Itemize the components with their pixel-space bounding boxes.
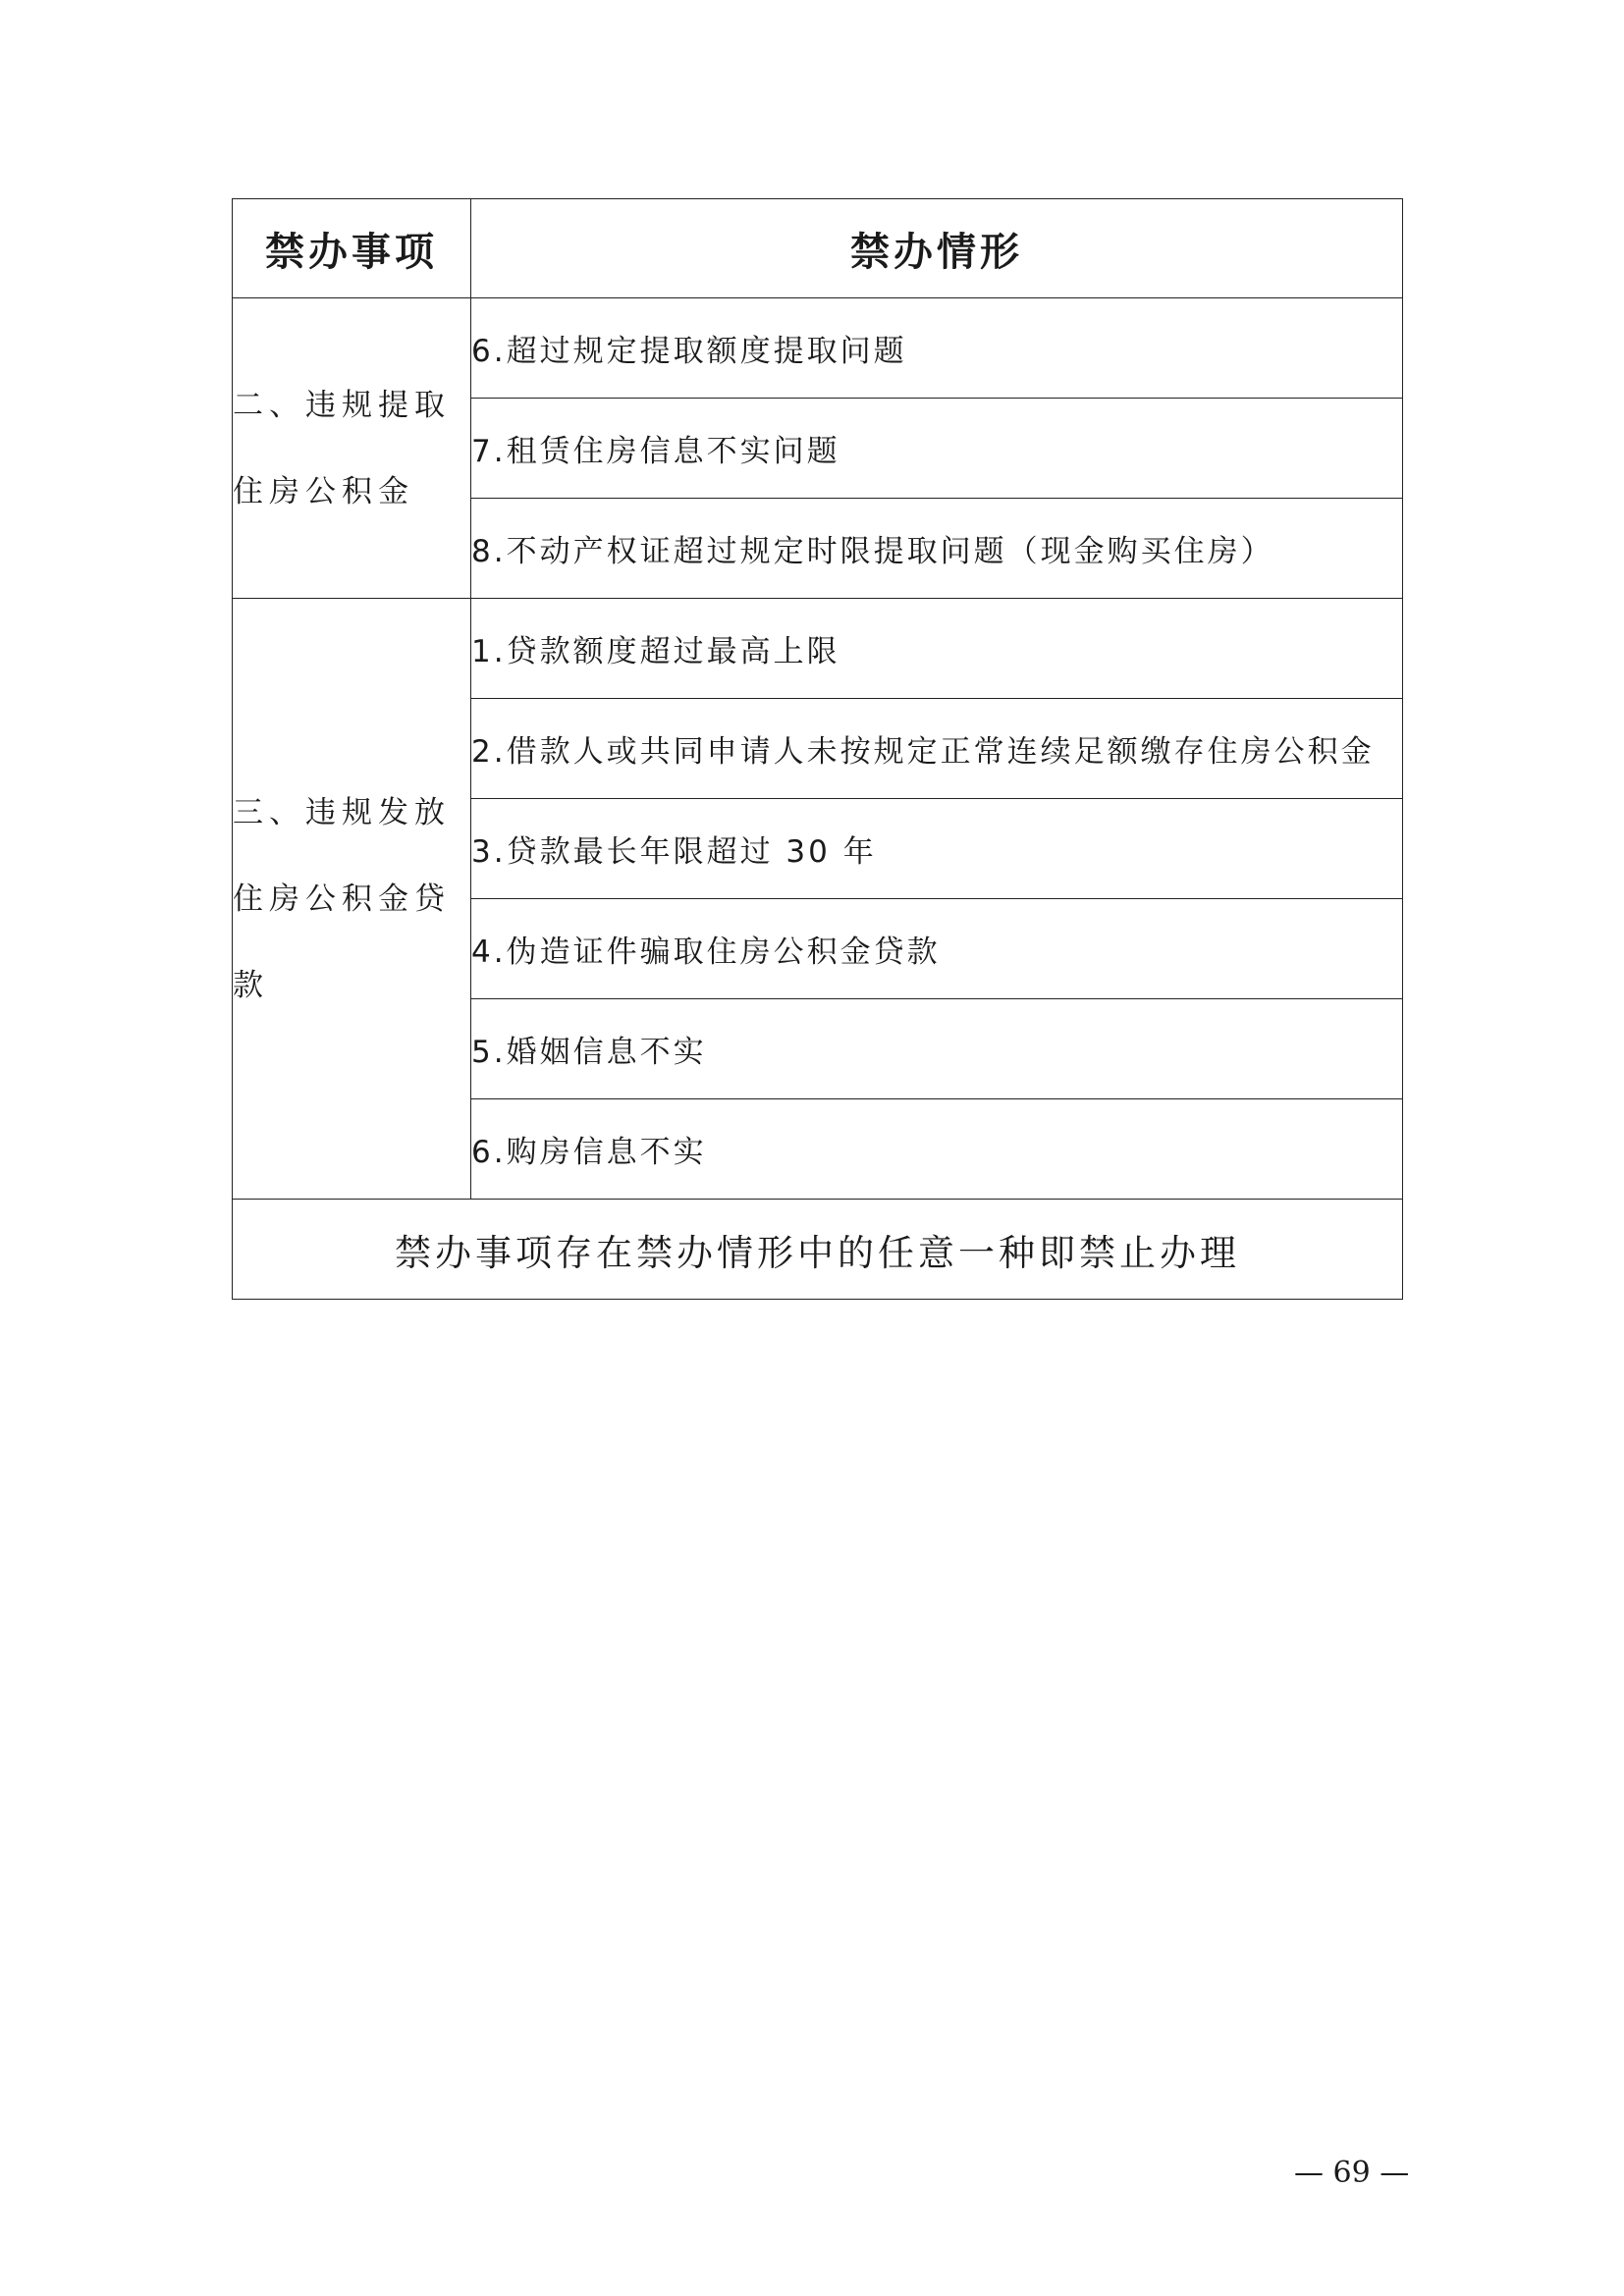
circumstance-item: 6.超过规定提取额度提取问题 [471, 298, 1403, 399]
table-header-row [233, 199, 1403, 298]
table-row [233, 298, 1403, 399]
table-footer-row [233, 1200, 1403, 1300]
circumstance-item: 4.伪造证件骗取住房公积金贷款 [471, 899, 1403, 999]
category-line: 住房公积金 [233, 473, 414, 509]
circumstance-item: 3.贷款最长年限超过 30 年 [471, 799, 1403, 899]
page-number: — 69 — [1294, 2156, 1410, 2190]
category-illegal-withdrawal [233, 298, 471, 599]
table-row [233, 599, 1403, 699]
category-line: 住房公积金贷 [233, 881, 451, 917]
category-line: 二、违规提取 [233, 387, 451, 423]
circumstance-item: 7.租赁住房信息不实问题 [471, 399, 1403, 499]
circumstance-item: 2.借款人或共同申请人未按规定正常连续足额缴存住房公积金 [471, 699, 1403, 799]
circumstance-item: 8.不动产权证超过规定时限提取问题（现金购买住房） [471, 499, 1403, 599]
category-illegal-loan [233, 599, 471, 1200]
header-prohibited-circumstances: 禁办情形 [471, 199, 1403, 298]
circumstance-item: 1.贷款额度超过最高上限 [471, 599, 1403, 699]
category-line: 三、违规发放 [233, 794, 451, 830]
prohibited-matters-table [232, 198, 1403, 1300]
circumstance-item: 6.购房信息不实 [471, 1099, 1403, 1200]
category-line: 款 [233, 967, 269, 1003]
header-prohibited-matters: 禁办事项 [233, 199, 471, 298]
table-footer-note: 禁办事项存在禁办情形中的任意一种即禁止办理 [233, 1200, 1403, 1300]
circumstance-item: 5.婚姻信息不实 [471, 999, 1403, 1099]
